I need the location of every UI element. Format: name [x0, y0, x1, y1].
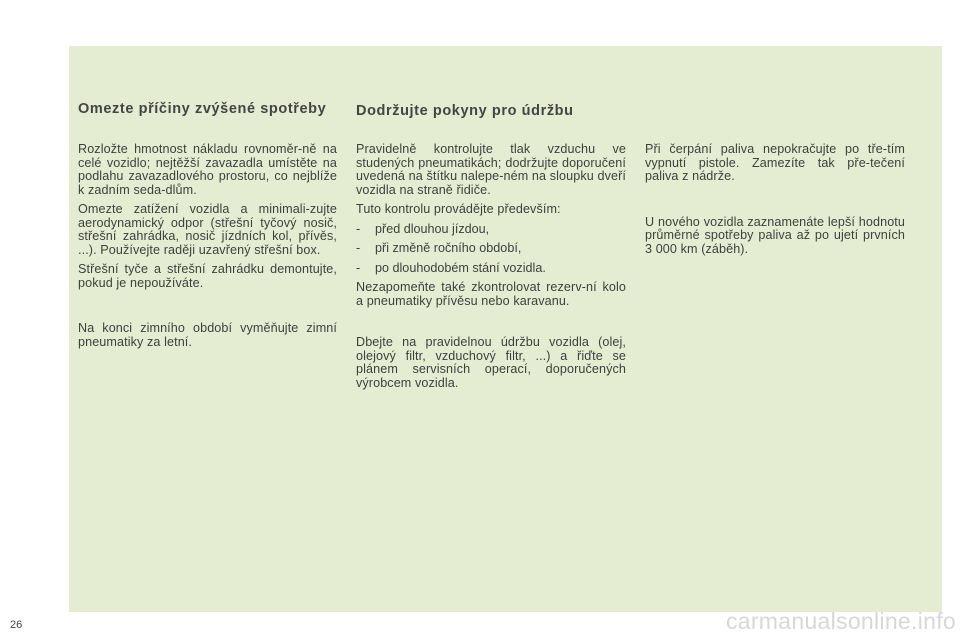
- page-number: 26: [10, 619, 23, 631]
- right-paragraph-2: U nového vozidla zaznamenáte lepší hodnotu průměrné spotřeby paliva až po ujetí prvních 3 000 km (záběh).: [645, 214, 905, 256]
- heading-reduce-consumption: Omezte příčiny zvýšené spotřeby: [78, 101, 327, 117]
- middle-paragraph-4: Dbejte na pravidelnou údržbu vozidla (olej, olejový filtr, vzduchový filtr, ...) a řiďte se plánem servisních operací, doporučených výrobcem vozidla.: [356, 335, 626, 390]
- middle-paragraph-1: Pravidelně kontrolujte tlak vzduchu ve studených pneumatikách; dodržujte doporučení uvedená na štítku nalepe-ném na sloupku dveří vozidla na straně řidiče.: [356, 142, 626, 197]
- left-paragraph-4: Na konci zimního období vyměňujte zimní pneumatiky za letní.: [78, 321, 337, 349]
- list-item: - při změně ročního období,: [356, 241, 522, 255]
- left-paragraph-1: Rozložte hmotnost nákladu rovnoměr-ně na celé vozidlo; nejtěžší zavazadla umístěte na podlahu zavazadlového prostoru, co nejblíže k zadním seda-dlům.: [78, 142, 337, 197]
- list-item: - po dlouhodobém stání vozidla.: [356, 260, 546, 275]
- left-column: [78, 143, 337, 355]
- middle-column: [356, 143, 626, 396]
- left-paragraph-2: Omezte zatížení vozidla a minimali-zujte aerodynamický odpor (střešní tyčový nosič, střešní zahrádka, nosič jízdních kol, přívěs, ...). Používejte raději uzavřený střešní box.: [78, 202, 337, 257]
- watermark: carmanualsonline.info: [725, 608, 956, 634]
- left-paragraph-3: Střešní tyče a střešní zahrádku demontujte, pokud je nepoužíváte.: [78, 262, 337, 290]
- list-item: - před dlouhou jízdou,: [356, 221, 490, 236]
- right-column: [645, 143, 905, 262]
- heading-maintenance: Dodržujte pokyny pro údržbu: [356, 103, 574, 119]
- middle-paragraph-2: Tuto kontrolu provádějte především:: [356, 202, 561, 216]
- middle-paragraph-3: Nezapomeňte také zkontrolovat rezerv-ní kolo a pneumatiky přívěsu nebo karavanu.: [356, 280, 626, 308]
- right-paragraph-1: Při čerpání paliva nepokračujte po tře-tím vypnutí pistole. Zamezíte tak pře-tečení paliva z nádrže.: [645, 142, 905, 183]
